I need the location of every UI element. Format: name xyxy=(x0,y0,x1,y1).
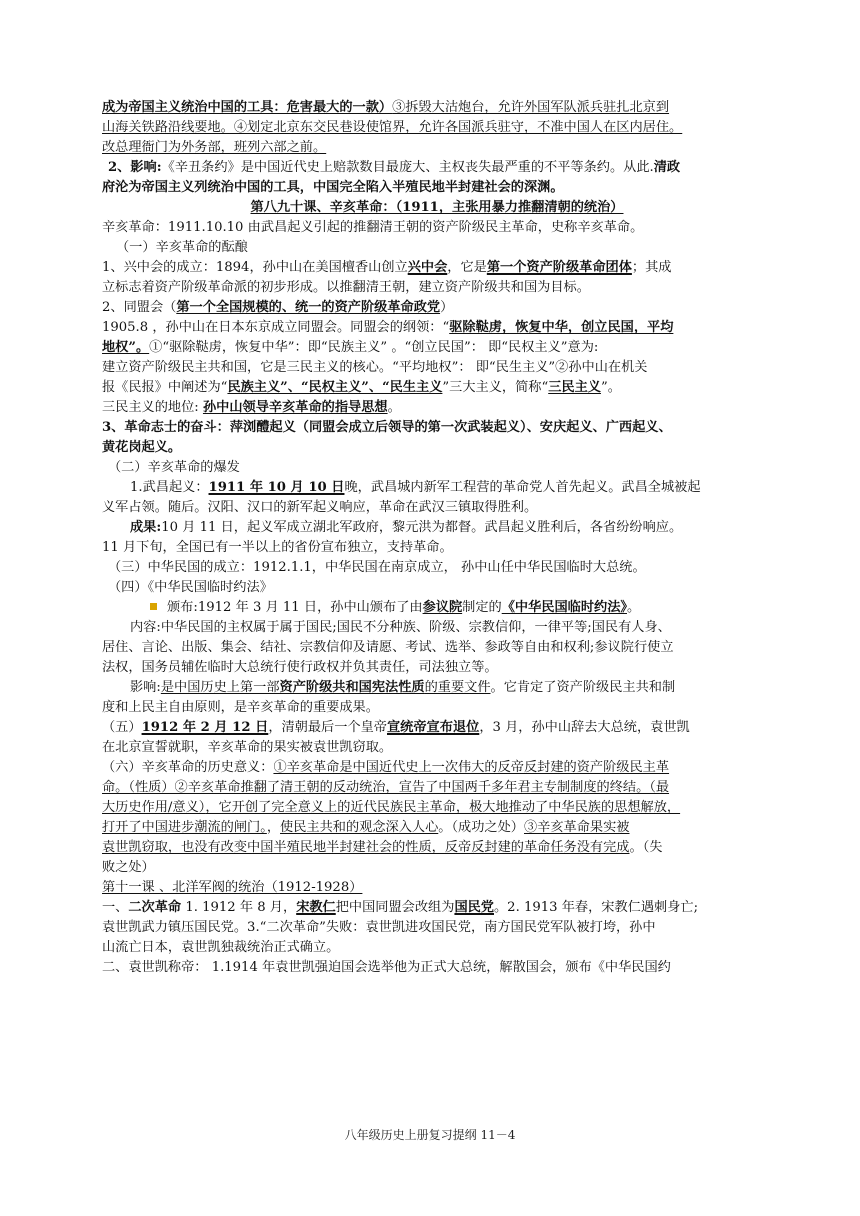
text-segment: 内容:中华民国的主权属于属于国民;国民不分种族、阶级、宗教信仰，一律平等;国民有人身、 xyxy=(130,620,671,635)
text-segment: 孙中山领导辛亥革命的指导思想 xyxy=(202,400,388,415)
text-segment: 命。（性质）②辛亥革命推翻了清王朝的反动统治，宣告了中国两千多年君主专制制度的终结。（最 xyxy=(102,780,670,795)
text-segment: 报《民报》中阐述为“ xyxy=(102,380,228,395)
text-segment: 1911 年 10 月 10 日 xyxy=(208,480,345,495)
text-segment: 第一个全国规模的、统一的资产阶级革命政党 xyxy=(176,300,441,315)
text-segment: 袁世凯武力镇压国民党。3.“二次革命”失败：袁世凯进攻国民党，南方国民党军队被打垮，孙中 xyxy=(102,920,656,935)
text-segment: 成果: xyxy=(130,520,162,535)
text-segment: 颁布:1912 年 3 月 11 日，孙中山颁布了由 xyxy=(167,600,423,615)
text-segment: ”三大主义，简称“ xyxy=(442,380,549,395)
text-segment: 的重要文件 xyxy=(424,680,491,695)
text-segment: ，清朝最后一个皇帝 xyxy=(268,720,387,735)
text-line xyxy=(102,838,772,858)
text-segment: 袁世凯窃取，也没有改变中国半殖民地半封建社会的性质，反帝反封建的革命任务没有完成 xyxy=(102,840,630,855)
text-segment: 一、 xyxy=(102,900,129,915)
text-line xyxy=(102,298,772,318)
text-line xyxy=(102,278,772,298)
text-segment: 二次革命 xyxy=(128,900,182,915)
text-segment: 。 xyxy=(626,600,641,615)
text-line xyxy=(102,638,772,658)
text-segment: 《辛丑条约》是中国近代史上赔款数目最庞大、主权丧失最严重的不平等条约。从此. xyxy=(161,160,654,175)
text-line xyxy=(102,718,772,738)
text-line xyxy=(102,198,772,218)
text-segment: 1905.8 ，孙中山在日本东京成立同盟会。同盟会的纲领：“ xyxy=(102,320,450,335)
text-segment: 。 xyxy=(387,400,401,415)
text-segment: 《中华民国临时约法》 xyxy=(501,600,627,615)
text-segment: （二）辛亥革命的爆发 xyxy=(108,460,240,475)
text-line xyxy=(102,878,772,898)
text-line xyxy=(102,518,772,538)
text-segment: （三）中华民国的成立：1912.1.1，中华民国在南京成立， 孙中山任中华民国临时大总统。 xyxy=(108,560,646,575)
text-segment: 法权，国务员辅佐临时大总统行使行政权并负其责任，司法独立等。 xyxy=(102,660,498,675)
text-line xyxy=(102,338,772,358)
text-segment: 驱除鞑虏，恢复中华，创立民国，平均 xyxy=(449,320,674,335)
text-segment: 地权”。 xyxy=(102,340,150,355)
text-segment: （一）辛亥革命的酝酿 xyxy=(116,240,248,255)
text-segment: 山海关铁路沿线要地。④划定北京东交民巷设使馆界，允许各国派兵驻守，不准中国人在区内居住。 xyxy=(102,120,683,135)
text-line xyxy=(102,898,772,918)
text-line xyxy=(102,578,772,598)
text-segment: 在北京宣誓就职，辛亥革命的果实被袁世凯窃取。 xyxy=(102,740,393,755)
text-segment: 第十一课 、北洋军阀的统治（1912-1928） xyxy=(102,880,363,895)
text-segment: 三民主义的地位: xyxy=(102,400,203,415)
text-segment: 义军占领。随后。汉阳、汉口的新军起义响应，革命在武汉三镇取得胜利。 xyxy=(102,500,538,515)
text-segment: 第一个资产阶级革命团体 xyxy=(486,260,632,275)
text-segment: 是中国历史上第一部 xyxy=(160,680,280,695)
text-segment: 1. 1912 年 8 月， xyxy=(181,900,297,915)
text-segment: ③辛亥革命果实被 xyxy=(524,820,630,835)
text-segment: 。它肯定了资产阶级民主共和制 xyxy=(490,680,676,695)
text-line xyxy=(102,818,772,838)
text-segment: 改总理衙门为外务部，班列六部之前。 xyxy=(102,140,327,155)
text-segment: 打开了中国进步潮流的闸门。 xyxy=(102,820,267,835)
text-segment: （六）辛亥革命的历史意义： xyxy=(102,760,274,775)
text-line xyxy=(102,98,772,118)
text-segment: 。（成功之处） xyxy=(438,820,524,835)
text-line xyxy=(102,598,772,618)
text-line xyxy=(102,798,772,818)
text-line xyxy=(102,258,772,278)
text-segment: 参议院 xyxy=(422,600,463,615)
text-segment: 居住、言论、出版、集会、结社、宗教信仰及请愿、考试、选举、参政等自由和权利;参议院行使立 xyxy=(102,640,674,655)
text-segment: 宣统帝宣布退位 xyxy=(387,720,480,735)
text-segment: 败之处） xyxy=(102,860,155,875)
text-segment: 山流亡日本，袁世凯独裁统治正式确立。 xyxy=(102,940,340,955)
text-line xyxy=(102,318,772,338)
text-segment: 。（失 xyxy=(629,840,663,855)
text-segment: 1912 年 2 月 12 日 xyxy=(141,720,269,735)
bullet-icon xyxy=(150,603,157,610)
text-line xyxy=(102,118,772,138)
text-segment: ”。 xyxy=(600,380,621,395)
text-segment: 清政 xyxy=(653,160,681,175)
text-segment: ①辛亥革命是中国近代史上一次伟大的反帝反封建的资产阶级民主革 xyxy=(273,760,670,775)
text-line xyxy=(102,378,772,398)
text-line xyxy=(102,178,772,198)
text-segment: 2、影响: xyxy=(108,160,162,175)
text-segment: 府沦为帝国主义列统治中国的工具，中国完全陷入半殖民地半封建社会的深渊。 xyxy=(102,180,564,195)
text-segment: 民族主义”、“民权主义”、“民生主义 xyxy=(227,380,443,395)
text-line xyxy=(102,618,772,638)
text-segment: 2、同盟会（ xyxy=(102,300,177,315)
text-line xyxy=(102,558,772,578)
text-line xyxy=(102,538,772,558)
text-segment: 3、革命志士的奋斗：萍浏醴起义（同盟会成立后领导的第一次武装起义）、安庆起义、广西起义、 xyxy=(102,420,672,435)
text-line xyxy=(102,958,772,978)
text-line xyxy=(102,918,772,938)
text-line xyxy=(102,438,772,458)
text-segment: （五） xyxy=(102,720,142,735)
text-line xyxy=(102,698,772,718)
text-segment: 兴中会 xyxy=(407,260,448,275)
text-segment: ， xyxy=(266,820,281,835)
text-line xyxy=(102,458,772,478)
text-segment: ，它开创了完全意义上的近代民族民主革命，极大地推动了中华民族的思想解放， xyxy=(205,800,681,815)
text-segment: ，3 月，孙中山辞去大总统，袁世凯 xyxy=(479,720,690,735)
document-body xyxy=(102,98,772,978)
text-segment: 。2. 1913 年春，宋教仁遇刺身亡; xyxy=(494,900,699,915)
text-line xyxy=(102,658,772,678)
text-line xyxy=(102,158,772,178)
text-line xyxy=(102,418,772,438)
text-segment: ③拆毁大沽炮台，允许外国军队派兵驻扎北京到 xyxy=(392,100,670,115)
text-line xyxy=(102,238,772,258)
text-segment: 10 月 11 日，起义军成立湖北军政府，黎元洪为都督。武昌起义胜利后，各省纷纷响应。 xyxy=(161,520,683,535)
text-line xyxy=(102,218,772,238)
text-line xyxy=(102,138,772,158)
text-segment: 成为帝国主义统治中国的工具：危害最大的一款） xyxy=(102,100,393,115)
text-segment: 1.武昌起义： xyxy=(130,480,209,495)
text-segment: 第八九十课、辛亥革命：（1911，主张用暴力推翻清朝的统治） xyxy=(250,200,624,215)
text-segment: ） xyxy=(440,300,454,315)
text-segment: 大历史作用/意义） xyxy=(102,800,206,815)
text-segment: 使民主共和的观念深入人心 xyxy=(280,820,439,835)
text-segment: 二、袁世凯称帝： 1.1914 年袁世凯强迫国会选举他为正式大总统，解散国会，颁布《中华民国约 xyxy=(102,960,671,975)
text-segment: 1、兴中会的成立：1894，孙中山在美国檀香山创立 xyxy=(102,260,408,275)
text-segment: 辛亥革命：1911.10.10 由武昌起义引起的推翻清王朝的资产阶级民主革命，史称辛亥革命。 xyxy=(102,220,644,235)
text-line xyxy=(102,678,772,698)
text-segment: 建立资产阶级民主共和国，它是三民主义的核心。“平均地权”： 即“民生主义”②孙中山在机关 xyxy=(102,360,648,375)
text-segment: 11 月下旬，全国已有一半以上的省份宣布独立，支持革命。 xyxy=(102,540,453,555)
text-segment: ①“驱除鞑虏，恢复中华”：即“民族主义” 。“创立民国”： 即“民权主义”意为: xyxy=(149,340,599,355)
text-segment: 资产阶级共和国宪法性质 xyxy=(279,680,425,695)
text-segment: 影响: xyxy=(130,680,161,695)
text-segment: ，它是 xyxy=(447,260,487,275)
text-segment: 把中国同盟会改组为 xyxy=(335,900,455,915)
text-segment: 宋教仁 xyxy=(296,900,336,915)
text-segment: 黄花岗起义。 xyxy=(102,440,182,455)
text-segment: 度和上民主自由原则，是辛亥革命的重要成果。 xyxy=(102,700,379,715)
text-segment: （四）《中华民国临时约法》 xyxy=(108,580,273,595)
text-line xyxy=(102,358,772,378)
text-segment: 立标志着资产阶级革命派的初步形成。以推翻清王朝，建立资产阶级共和国为目标。 xyxy=(102,280,590,295)
page-footer: 八年级历史上册复习提纲 11－4 xyxy=(344,1128,516,1142)
text-segment: 国民党 xyxy=(454,900,494,915)
text-line xyxy=(102,938,772,958)
text-line xyxy=(102,778,772,798)
text-line xyxy=(102,738,772,758)
text-segment: 晚，武昌城内新军工程营的革命党人首先起义。武昌全城被起 xyxy=(344,480,701,495)
text-line xyxy=(102,858,772,878)
text-line xyxy=(102,478,772,498)
text-segment: ；其成 xyxy=(631,260,672,275)
text-line xyxy=(102,398,772,418)
text-segment: 三民主义 xyxy=(548,380,601,395)
text-line xyxy=(102,758,772,778)
text-line xyxy=(102,498,772,518)
text-segment: 制定的 xyxy=(462,600,502,615)
